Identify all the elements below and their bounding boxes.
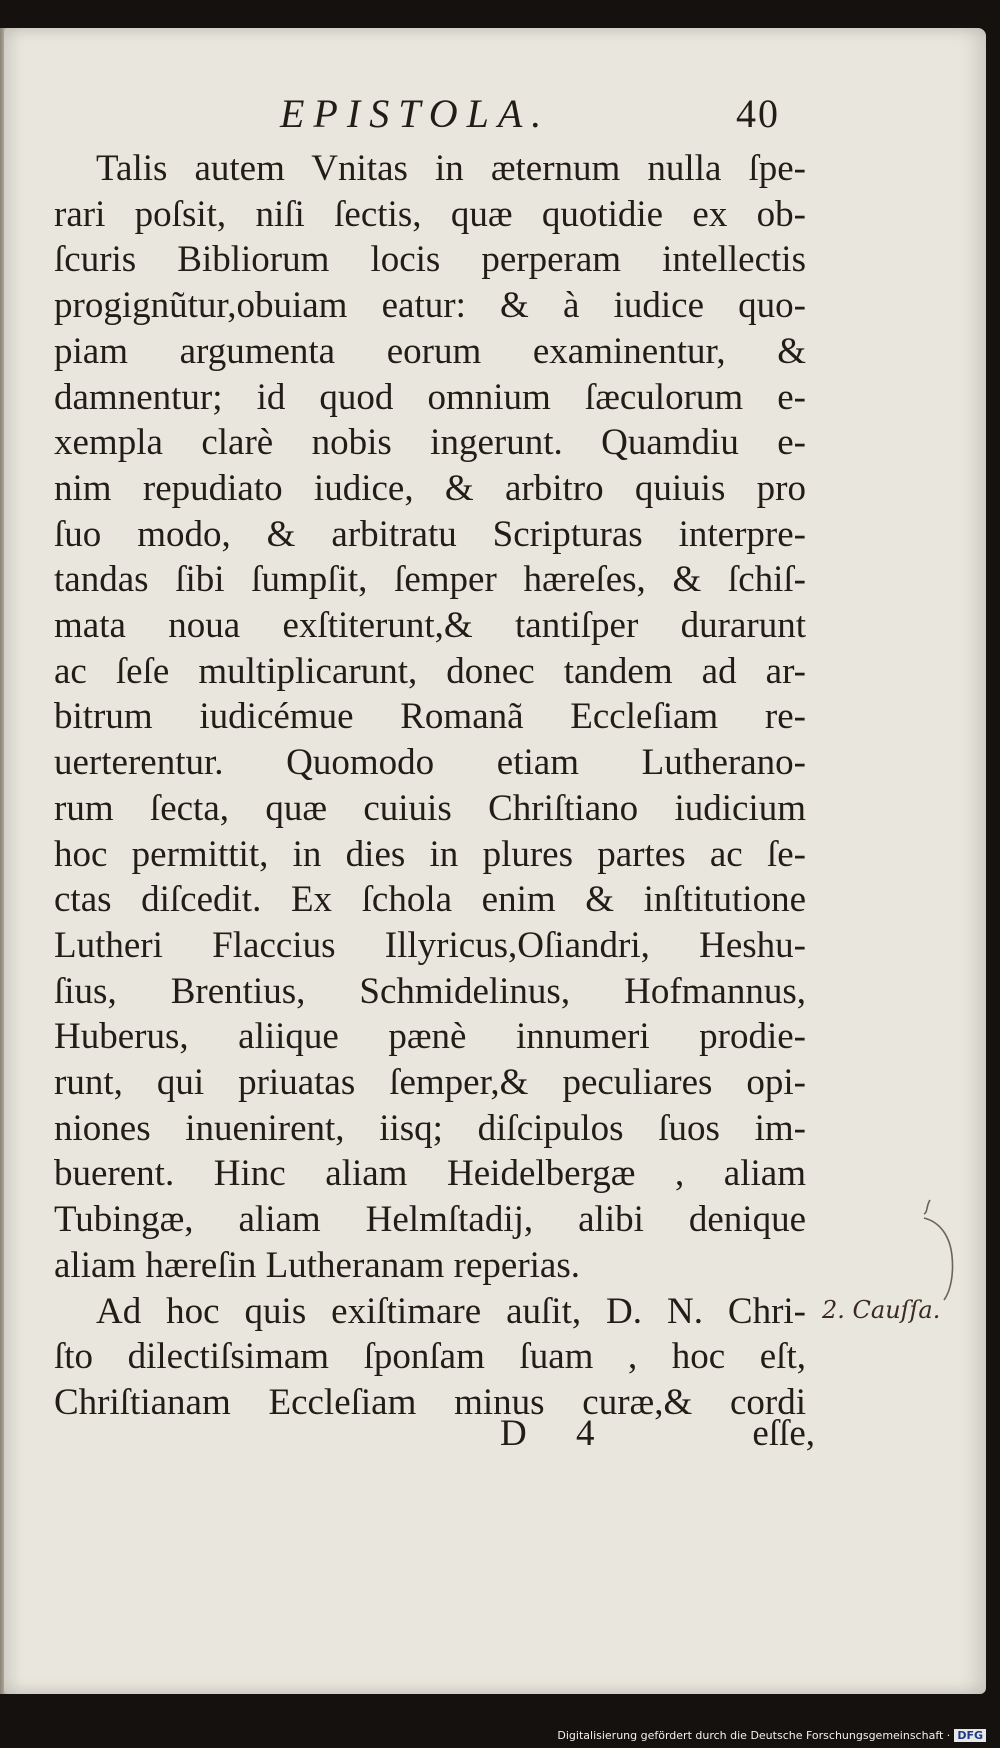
signature-mark: D 4 — [500, 1413, 615, 1454]
credit-text: Digitalisierung gefördert durch die Deutsche Forschungsgemeinschaft · — [557, 1729, 951, 1742]
text-line: Ad hoc quis exiſtimare auſit, D. N. Chri- — [96, 1290, 806, 1332]
text-line: hoc permittit, in dies in plures partes ac ſe- — [54, 833, 806, 875]
pencil-bracket-mark — [920, 1196, 964, 1306]
text-line: progignũtur,obuiam eatur: & à iudice quo- — [54, 285, 806, 327]
text-line: rum ſecta, quæ cuiuis Chriſtiano iudicium — [54, 787, 806, 829]
text-line: ſius, Brentius, Schmidelinus, Hofmannus, — [54, 970, 806, 1012]
text-line: damnentur; id quod omnium ſæculorum e- — [54, 376, 806, 418]
text-line: bitrum iudicémue Romanã Eccleſiam re- — [54, 696, 806, 738]
text-line: buerent. Hinc aliam Heidelbergæ , aliam — [54, 1153, 806, 1195]
text-line: niones inuenirent, iisq; diſcipulos ſuos im- — [54, 1107, 806, 1149]
text-line: Lutheri Flaccius Illyricus,Oſiandri, Heshu- — [54, 924, 806, 966]
text-line: tandas ſibi ſumpſit, ſemper hæreſes, & ſchiſ- — [54, 559, 806, 601]
digitization-credit — [557, 1729, 986, 1742]
text-line: rari poſsit, niſi ſectis, quæ quotidie ex ob- — [54, 193, 806, 235]
text-line: xempla clarè nobis ingerunt. Quamdiu e- — [54, 422, 806, 464]
text-line: Talis autem Vnitas in æternum nulla ſpe- — [96, 148, 806, 189]
text-line: nim repudiato iudice, & arbitro quiuis pro — [54, 467, 806, 509]
running-header — [280, 86, 780, 146]
page-number: 40 — [736, 91, 780, 136]
text-line: aliam hæreſin Lutheranam reperias. — [54, 1244, 581, 1286]
text-line: ſto dilectiſsimam ſponſam ſuam , hoc eſt, — [54, 1336, 806, 1378]
text-line: ſuo modo, & arbitratu Scripturas interpre- — [54, 513, 806, 555]
text-line: ctas diſcedit. Ex ſchola enim & inſtitutione — [54, 879, 806, 921]
text-line: runt, qui priuatas ſemper,& peculiares opi- — [54, 1062, 806, 1104]
text-line: ſcuris Bibliorum locis perperam intellectis — [54, 239, 806, 281]
text-line: Huberus, aliique pænè innumeri prodie- — [54, 1016, 806, 1058]
dfg-logo: DFG — [954, 1729, 986, 1742]
catchword: eſſe, — [752, 1413, 815, 1454]
text-line: piam argumenta eorum examinentur, & — [54, 330, 806, 372]
text-line: uerterentur. Quomodo etiam Lutherano- — [54, 742, 806, 784]
text-line: Tubingæ, aliam Helmſtadij, alibi denique — [54, 1199, 806, 1241]
running-title: EPISTOLA. — [280, 91, 551, 136]
text-line: Chriſtianam Eccleſiam minus curæ,& cordi — [54, 1381, 806, 1423]
page-footer — [500, 1412, 815, 1462]
text-line: mata noua exſtiterunt,& tantiſper durarunt — [54, 605, 806, 647]
text-line: ac ſeſe multiplicarunt, donec tandem ad ar- — [54, 650, 806, 692]
margin-annotation: 2. Cauſſa. — [822, 1296, 941, 1324]
body-text — [54, 146, 806, 1426]
